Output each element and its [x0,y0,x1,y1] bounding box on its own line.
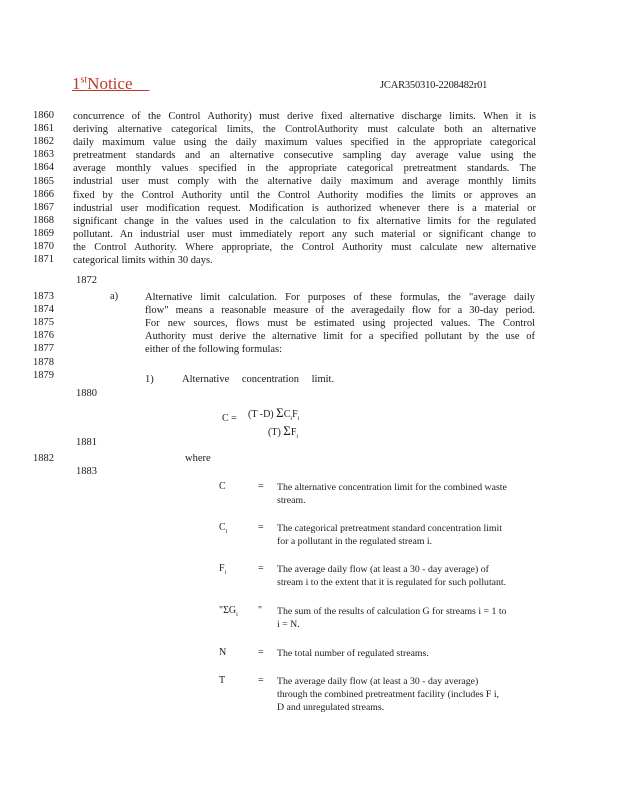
text-line: fixed by the Control Authority until the Control Authority modifies the limits or approves an [73,189,536,201]
text-line: Alternative limit calculation. For purposes of these formulas, the "average daily [145,292,535,303]
paragraph-1 [73,110,536,267]
text-line: flow" means a reasonable measure of the averagedaily flow for a 30-day period. [145,305,535,317]
definition-symbol: $F_i$ [219,563,227,576]
definition-text: The average daily flow (at least a 30 - day average) of stream i to the extent that it is regulated for such pollutant. [277,564,507,588]
definition-equals: = [258,563,264,574]
line-number: 1873 [33,291,54,302]
line-number: 1877 [33,343,54,355]
definition-equals: = [258,675,264,686]
text-line: pretreatment standards and an alternative consecutive sampling day average value using the [73,150,536,162]
line-number: 1860 [33,110,54,121]
definition-symbol: N [219,647,227,658]
definition-symbol: T [219,675,226,686]
definition-equals: " [258,605,263,616]
text-line: categorical limits within 30 days. [73,255,213,267]
item-a-paragraph [145,291,535,356]
line-number: 1865 [33,175,54,187]
definition-text: The average daily flow (at least a 30 - day average) through the combined pretreatment facility (includes F i, D and unregulated streams. [277,676,499,713]
line-number: 1883 [76,466,97,477]
where-label: where [185,453,211,464]
item-1-title: Alternative concentration limit. [182,374,335,385]
definition-text: The total number of regulated streams. [277,648,429,659]
text-line: concurrence of the Control Authority) must derive fixed alternative discharge limits. When it is [73,111,536,122]
definition-text: The sum of the results of calculation G for streams i = 1 to i = N. [277,606,507,630]
definition-text: The categorical pretreatment standard concentration limit for a pollutant in the regulated stream i. [277,523,502,547]
text-line: the Control Authority. Where appropriate, the Control Authority must calculate new alternative [73,241,536,253]
line-number: 1872 [76,275,97,286]
text-line: pollutant. An industrial user must immediately report any such material or significant change to [73,228,536,240]
definition-symbol: C [219,481,226,492]
line-number: 1880 [76,388,97,399]
line-number: 1864 [33,162,54,174]
line-number: 1869 [33,227,54,239]
line-number: 1861 [33,123,54,135]
line-number: 1876 [33,330,54,342]
line-number: 1881 [76,437,97,448]
formula-lhs: C = [222,413,237,424]
text-line: industrial user must comply with the alternative daily maximum and average monthly limits [73,176,536,188]
document-id: JCAR350310-2208482r01 [380,80,488,91]
line-number: 1863 [33,149,54,161]
item-1-marker: 1) [145,374,154,385]
formula-denominator: (T) $\Sigma F_i$ [268,423,299,440]
line-number: 1862 [33,136,54,148]
line-number: 1875 [33,317,54,329]
text-line: average monthly values specified in the appropriate categorical pretreatment standards. The [73,163,536,175]
line-number: 1871 [33,254,54,266]
text-line: daily maximum value using the daily maximum values specified in the appropriate categorical [73,137,536,149]
line-number: 1868 [33,214,54,226]
text-line: For new sources, flows must be estimated using projected values. The Control [145,318,535,330]
text-line: significant change in the values used in the calculation to fix alternative limits for the regulated [73,215,536,227]
notice-heading: 1stNotice [72,74,133,93]
text-line: deriving alternative categorical limits, the ControlAuthority must calculate both an alternative [73,124,536,136]
line-number: 1879 [33,369,54,381]
line-number: 1882 [33,453,54,464]
text-line: industrial user modification request. Modification is authorized whenever there is a material or [73,202,536,214]
definition-equals: = [258,647,264,658]
line-number: 1874 [33,304,54,316]
line-number: 1870 [33,241,54,252]
item-a-marker: a) [110,291,119,302]
line-number: 1866 [33,188,54,200]
line-number: 1867 [33,201,54,213]
text-line: Authority must derive the alternative limit for a specified pollutant by the use of [145,331,535,343]
definition-equals: = [258,481,264,492]
definition-symbol: "$\Sigma G_i$ [219,605,238,618]
definition-text: The alternative concentration limit for the combined waste stream. [277,482,507,506]
definition-equals: = [258,522,264,533]
formula-numerator: (T -D) $\Sigma C_iF_i$ [248,405,300,422]
text-line: either of the following formulas: [145,344,283,356]
definition-symbol: $C_i$ [219,522,228,535]
line-number: 1878 [33,356,54,368]
